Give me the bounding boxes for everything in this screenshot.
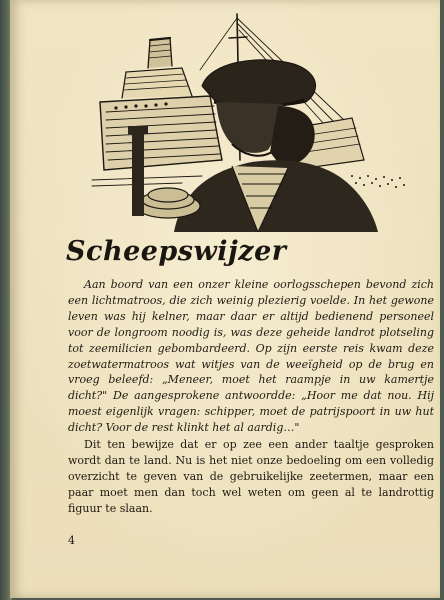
chapter-title: Scheepswijzer xyxy=(66,236,287,267)
body-text xyxy=(68,277,434,517)
book-page xyxy=(10,0,440,598)
sailor-with-ship-icon xyxy=(82,10,422,232)
paragraph: Dit ten bewijze dat er op zee een ander taaltje gesproken wordt dan te land. Nu is het niet onze bedoeling om een volledig overzicht te geven van de gebruikelijke zeetermen, maar een paar moet men dan toch wel weten om geen al te landrottig figuur te slaan. xyxy=(68,438,434,515)
paragraph: Aan boord van een onzer kleine oorlogsschepen bevond zich een lichtmatroos, die zich weinig plezierig voelde. In het gewone leven was hij kelner, maar daar er altijd bedienend personeel voor de longroom noodig is, was deze geheide landrot plotseling tot zeemilicien gebombardeerd. Op zijn eerste reis kwam deze zoetwatermatroos wat witjes van de weeïgheid op de brug en vroeg beleefd: „Meneer, moet het raampje in uw kamertje dicht?" De aangesprokene antwoordde: „Hoor me dat nou. Hij moest eigenlijk vragen: schipper, moet de patrijspoort in uw hut dicht? Voor de rest klinkt het al aardig…" xyxy=(68,278,434,435)
page-number: 4 xyxy=(68,534,75,547)
